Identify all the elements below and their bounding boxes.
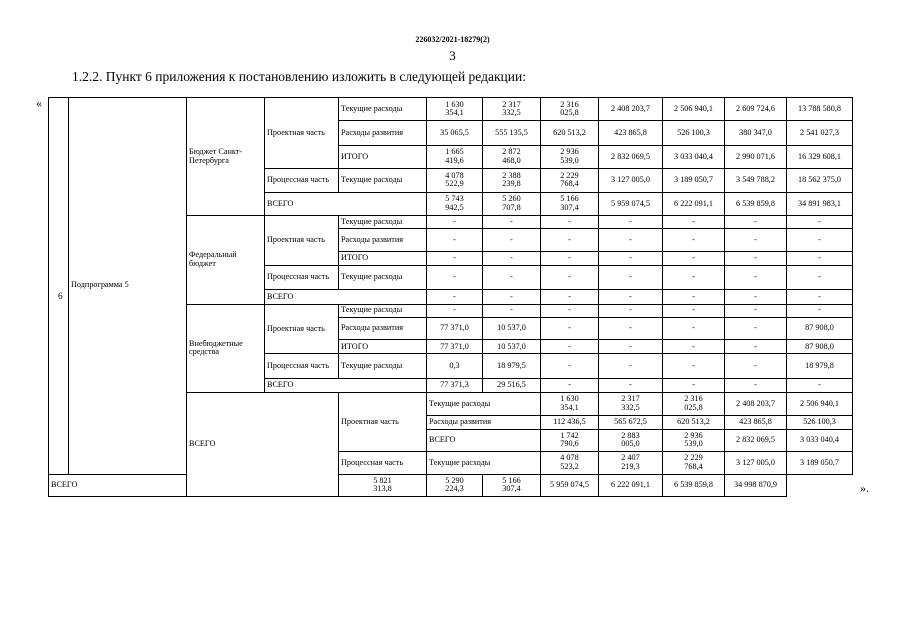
value-cell: -: [541, 251, 599, 265]
value-cell: -: [725, 229, 787, 251]
value-cell: 4 078 523,2: [541, 452, 599, 474]
row-label: Расходы развития: [339, 121, 427, 145]
value-cell: 5 290 224,3: [427, 474, 483, 496]
value-cell: -: [787, 216, 853, 229]
intro-text: 1.2.2. Пункт 6 приложения к постановлению изложить в следующей редакции:: [72, 69, 526, 84]
value-cell: 2 990 071,6: [725, 145, 787, 168]
value-cell: 2 317 332,5: [599, 393, 663, 415]
federal-process-part: Процессная часть: [265, 265, 339, 289]
value-cell: 6 222 091,1: [663, 192, 725, 215]
subprogram-cell: [69, 98, 187, 475]
value-cell: -: [725, 340, 787, 354]
row-label: ИТОГО: [339, 340, 427, 354]
value-cell: 16 329 608,1: [787, 145, 853, 168]
value-cell: -: [541, 304, 599, 317]
value-cell: 3 549 788,2: [725, 169, 787, 192]
value-cell: 2 832 069,5: [599, 145, 663, 168]
value-cell: -: [599, 229, 663, 251]
row-label: Текущие расходы: [339, 354, 427, 378]
document-number: 226032/2021-18279(2): [415, 35, 490, 44]
extrabudget-label: Внебюджетные средства: [187, 304, 265, 393]
row-label: Расходы развития: [339, 229, 427, 251]
value-cell: -: [725, 251, 787, 265]
row-label: ИТОГО: [339, 251, 427, 265]
value-cell: -: [787, 251, 853, 265]
value-cell: 2 229 768,4: [663, 452, 725, 474]
row-label: Расходы развития: [427, 415, 541, 429]
value-cell: -: [541, 378, 599, 392]
row-label: ВСЕГО: [265, 290, 427, 304]
value-cell: 87 908,0: [787, 340, 853, 354]
value-cell: 2 883 005,0: [599, 429, 663, 451]
value-cell: -: [787, 265, 853, 289]
value-cell: 620 513,2: [541, 121, 599, 145]
value-cell: -: [541, 229, 599, 251]
value-cell: 2 936 539,0: [541, 145, 599, 168]
value-cell: -: [725, 216, 787, 229]
value-cell: 2 229 768,4: [541, 169, 599, 192]
value-cell: -: [483, 216, 541, 229]
value-cell: -: [663, 340, 725, 354]
value-cell: -: [427, 290, 483, 304]
federal-project-part: Проектная часть: [265, 216, 339, 266]
extrabudget-project-part: Проектная часть: [265, 304, 339, 354]
value-cell: 2 832 069,5: [725, 429, 787, 451]
value-cell: 2 872 468,0: [483, 145, 541, 168]
value-cell: -: [599, 304, 663, 317]
value-cell: 2 316 025,8: [663, 393, 725, 415]
value-cell: -: [663, 216, 725, 229]
row-label: Текущие расходы: [339, 98, 427, 121]
row-label: Текущие расходы: [339, 304, 427, 317]
subprogram-label: Подпрограмма 5: [71, 280, 129, 290]
value-cell: -: [787, 229, 853, 251]
value-cell: -: [787, 378, 853, 392]
value-cell: 1 742 790,6: [541, 429, 599, 451]
value-cell: 423 865,8: [725, 415, 787, 429]
value-cell: 2 316 025,8: [541, 98, 599, 121]
value-cell: 2 317 332,5: [483, 98, 541, 121]
row-label: ВСЕГО: [265, 378, 427, 392]
row-label: ВСЕГО: [49, 474, 265, 496]
value-cell: 112 436,5: [541, 415, 599, 429]
value-cell: -: [541, 354, 599, 378]
opening-quote: «: [36, 96, 42, 110]
value-cell: -: [663, 304, 725, 317]
extrabudget-process-part: Процессная часть: [265, 354, 339, 378]
value-cell: 13 788 580,8: [787, 98, 853, 121]
value-cell: -: [483, 229, 541, 251]
value-cell: -: [599, 216, 663, 229]
value-cell: 29 516,5: [483, 378, 541, 392]
value-cell: 1 665 419,6: [427, 145, 483, 168]
value-cell: 5 743 942,5: [427, 192, 483, 215]
value-cell: 5 959 074,5: [599, 192, 663, 215]
closing-quote: ».: [860, 481, 869, 495]
value-cell: 77 371,3: [427, 378, 483, 392]
value-cell: -: [725, 290, 787, 304]
value-cell: 18 979,5: [483, 354, 541, 378]
value-cell: -: [427, 304, 483, 317]
value-cell: -: [725, 304, 787, 317]
value-cell: -: [663, 317, 725, 339]
value-cell: 555 135,5: [483, 121, 541, 145]
value-cell: 3 033 040,4: [787, 429, 853, 451]
value-cell: -: [599, 317, 663, 339]
value-cell: 10 537,0: [483, 317, 541, 339]
value-cell: 87 908,0: [787, 317, 853, 339]
row-number: 6: [58, 291, 63, 301]
grand-total-label: ВСЕГО: [187, 393, 339, 497]
value-cell: 5 821 313,8: [339, 474, 427, 496]
value-cell: -: [663, 251, 725, 265]
value-cell: 34 998 870,9: [725, 474, 787, 496]
row-label: Текущие расходы: [427, 452, 541, 474]
value-cell: 6 539 859,8: [663, 474, 725, 496]
table-row: [49, 474, 853, 496]
row-label: Расходы развития: [339, 317, 427, 339]
value-cell: 4 078 522,9: [427, 169, 483, 192]
value-cell: -: [541, 265, 599, 289]
value-cell: -: [599, 290, 663, 304]
value-cell: 3 189 050,7: [663, 169, 725, 192]
value-cell: 2 506 940,1: [663, 98, 725, 121]
value-cell: -: [483, 290, 541, 304]
value-cell: 3 033 040,4: [663, 145, 725, 168]
spb-budget-label: Бюджет Санкт-Петербурга: [187, 98, 265, 216]
value-cell: -: [541, 340, 599, 354]
value-cell: -: [663, 229, 725, 251]
value-cell: -: [483, 265, 541, 289]
value-cell: -: [725, 317, 787, 339]
value-cell: -: [599, 378, 663, 392]
value-cell: 3 127 005,0: [599, 169, 663, 192]
total-process-part: Процессная часть: [339, 452, 427, 474]
value-cell: -: [663, 265, 725, 289]
value-cell: 35 065,5: [427, 121, 483, 145]
value-cell: 2 388 239,8: [483, 169, 541, 192]
value-cell: 526 100,3: [663, 121, 725, 145]
value-cell: 77 371,0: [427, 340, 483, 354]
row-label: ВСЕГО: [427, 429, 541, 451]
value-cell: 620 513,2: [663, 415, 725, 429]
value-cell: 10 537,0: [483, 340, 541, 354]
value-cell: 6 539 859,8: [725, 192, 787, 215]
value-cell: -: [541, 216, 599, 229]
value-cell: 565 672,5: [599, 415, 663, 429]
value-cell: 5 166 307,4: [483, 474, 541, 496]
value-cell: 2 936 539,0: [663, 429, 725, 451]
spb-process-part: Процессная часть: [265, 169, 339, 192]
value-cell: 3 127 005,0: [725, 452, 787, 474]
row-label: Текущие расходы: [339, 169, 427, 192]
value-cell: -: [599, 340, 663, 354]
value-cell: 6 222 091,1: [599, 474, 663, 496]
value-cell: 2 609 724,6: [725, 98, 787, 121]
page-number: 3: [449, 48, 456, 63]
row-label: Текущие расходы: [339, 265, 427, 289]
row-label: Текущие расходы: [339, 216, 427, 229]
value-cell: -: [787, 290, 853, 304]
value-cell: -: [663, 354, 725, 378]
value-cell: -: [599, 251, 663, 265]
value-cell: 1 630 354,1: [541, 393, 599, 415]
value-cell: 2 506 940,1: [787, 393, 853, 415]
value-cell: 2 408 203,7: [599, 98, 663, 121]
value-cell: -: [663, 290, 725, 304]
value-cell: -: [787, 304, 853, 317]
value-cell: -: [725, 354, 787, 378]
value-cell: 526 100,3: [787, 415, 853, 429]
value-cell: -: [725, 265, 787, 289]
value-cell: 77 371,0: [427, 317, 483, 339]
value-cell: 380 347,0: [725, 121, 787, 145]
value-cell: 5 260 707,8: [483, 192, 541, 215]
value-cell: -: [541, 317, 599, 339]
value-cell: 1 630 354,1: [427, 98, 483, 121]
table-row: [49, 98, 853, 121]
total-project-part: Проектная часть: [339, 393, 427, 452]
row-label: Текущие расходы: [427, 393, 541, 415]
value-cell: -: [599, 354, 663, 378]
value-cell: -: [427, 229, 483, 251]
value-cell: 18 979,8: [787, 354, 853, 378]
value-cell: -: [483, 251, 541, 265]
value-cell: 3 189 050,7: [787, 452, 853, 474]
value-cell: 18 562 375,0: [787, 169, 853, 192]
value-cell: -: [599, 265, 663, 289]
value-cell: 2 407 219,3: [599, 452, 663, 474]
value-cell: -: [427, 251, 483, 265]
value-cell: 5 166 307,4: [541, 192, 599, 215]
spb-project-part: Проектная часть: [265, 98, 339, 169]
value-cell: 423 865,8: [599, 121, 663, 145]
row-label: ВСЕГО: [265, 192, 427, 215]
value-cell: 34 891 983,1: [787, 192, 853, 215]
value-cell: -: [663, 378, 725, 392]
financing-table: [48, 97, 853, 497]
value-cell: 2 541 027,3: [787, 121, 853, 145]
value-cell: -: [541, 290, 599, 304]
federal-budget-label: Федеральный бюджет: [187, 216, 265, 305]
row-label: ИТОГО: [339, 145, 427, 168]
value-cell: -: [483, 304, 541, 317]
value-cell: 2 408 203,7: [725, 393, 787, 415]
value-cell: 0,3: [427, 354, 483, 378]
value-cell: -: [725, 378, 787, 392]
value-cell: -: [427, 216, 483, 229]
value-cell: -: [427, 265, 483, 289]
value-cell: 5 959 074,5: [541, 474, 599, 496]
